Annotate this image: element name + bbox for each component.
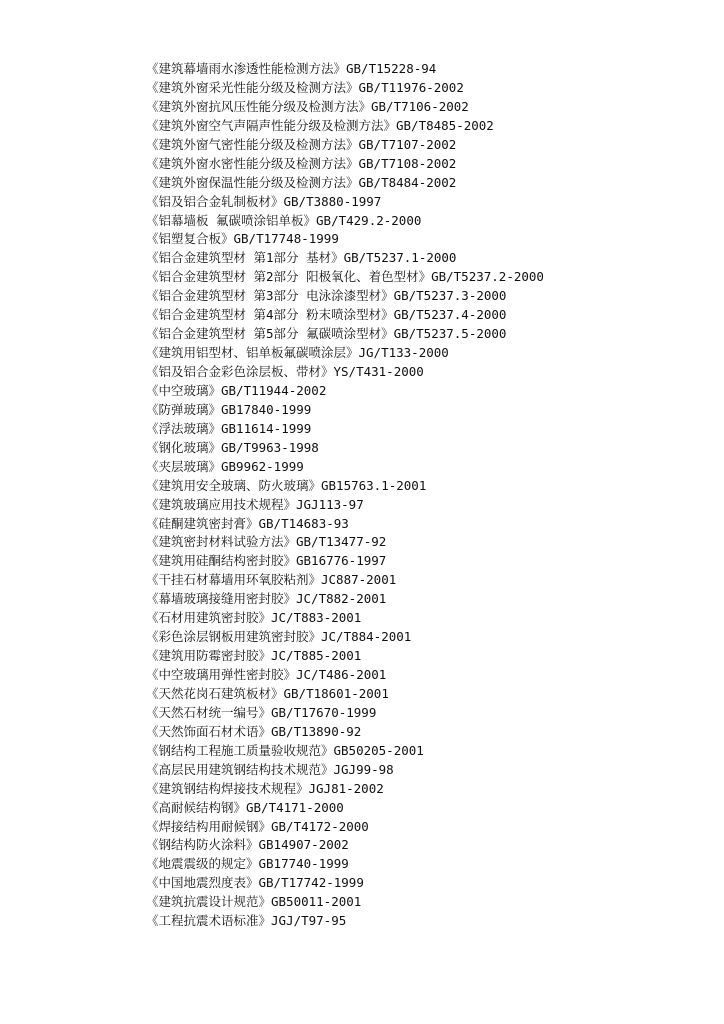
standard-item: 《工程抗震术语标准》JGJ/T97-95: [146, 913, 347, 929]
standard-item: 《钢化玻璃》GB/T9963-1998: [146, 439, 319, 455]
standard-item: 《地震震级的规定》GB17740-1999: [146, 856, 349, 872]
standard-item: 《铝合金建筑型材 第2部分 阳极氧化、着色型材》GB/T5237.2-2000: [146, 269, 544, 285]
standard-item: 《建筑用铝型材、铝单板氟碳喷涂层》JG/T133-2000: [146, 345, 449, 361]
standard-item: 《建筑密封材料试验方法》GB/T13477-92: [146, 534, 387, 550]
standard-item: 《铝合金建筑型材 第4部分 粉末喷涂型材》GB/T5237.4-2000: [146, 307, 507, 323]
standard-item: 《石材用建筑密封胶》JC/T883-2001: [146, 610, 362, 626]
standard-item: 《幕墙玻璃接缝用密封胶》JC/T882-2001: [146, 591, 387, 607]
standard-item: 《中空玻璃用弹性密封胶》JC/T486-2001: [146, 667, 387, 682]
standard-item: 《天然饰面石材术语》GB/T13890-92: [146, 723, 362, 739]
standard-item: 《建筑玻璃应用技术规程》JGJ113-97: [146, 496, 364, 512]
standard-item: 《焊接结构用耐候钢》GB/T4172-2000: [146, 818, 369, 834]
standard-item: 《建筑外窗气密性能分级及检测方法》GB/T7107-2002: [146, 136, 457, 152]
standard-item: 《天然石材统一编号》GB/T17670-1999: [146, 704, 377, 720]
standard-item: 《中空玻璃》GB/T11944-2002: [146, 382, 327, 398]
standard-item: 《硅酮建筑密封膏》GB/T14683-93: [146, 515, 349, 531]
standard-item: 《浮法玻璃》GB11614-1999: [146, 420, 312, 436]
standard-item: 《铝合金建筑型材 第5部分 氟碳喷涂型材》GB/T5237.5-2000: [146, 326, 507, 342]
standards-list: [146, 60, 544, 931]
standard-item: 《铝合金建筑型材 第3部分 电泳涂漆型材》GB/T5237.3-2000: [146, 288, 507, 304]
standard-item: 《中国地震烈度表》GB/T17742-1999: [146, 875, 364, 891]
standard-item: 《建筑幕墙雨水渗透性能检测方法》GB/T15228-94: [146, 61, 437, 76]
standard-item: 《建筑抗震设计规范》GB50011-2001: [146, 894, 362, 910]
standard-item: 《铝幕墙板 氟碳喷涂铝单板》GB/T429.2-2000: [146, 212, 422, 228]
standard-item: 《铝塑复合板》GB/T17748-1999: [146, 231, 339, 247]
standard-item: 《钢结构工程施工质量验收规范》GB50205-2001: [146, 742, 424, 758]
standard-item: 《建筑用硅酮结构密封胶》GB16776-1997: [146, 553, 387, 569]
standard-item: 《建筑钢结构焊接技术规程》JGJ81-2002: [146, 780, 384, 796]
standard-item: 《建筑外窗水密性能分级及检测方法》GB/T7108-2002: [146, 155, 457, 171]
standard-item: 《建筑外窗抗风压性能分级及检测方法》GB/T7106-2002: [146, 98, 469, 114]
standard-item: 《铝及铝合金轧制板材》GB/T3880-1997: [146, 193, 382, 209]
standard-item: 《建筑外窗空气声隔声性能分级及检测方法》GB/T8485-2002: [146, 117, 494, 133]
standard-item: 《夹层玻璃》GB9962-1999: [146, 458, 304, 474]
standard-item: 《钢结构防火涂料》GB14907-2002: [146, 837, 349, 853]
standard-item: 《铝合金建筑型材 第1部分 基材》GB/T5237.1-2000: [146, 250, 457, 266]
standard-item: 《干挂石材幕墙用环氧胶粘剂》JC887-2001: [146, 572, 397, 588]
standard-item: 《建筑外窗保温性能分级及检测方法》GB/T8484-2002: [146, 174, 457, 190]
standard-item: 《彩色涂层钢板用建筑密封胶》JC/T884-2001: [146, 629, 412, 645]
standard-item: 《防弹玻璃》GB17840-1999: [146, 401, 312, 417]
standard-item: 《高层民用建筑钢结构技术规范》JGJ99-98: [146, 761, 394, 777]
standard-item: 《建筑外窗采光性能分级及检测方法》GB/T11976-2002: [146, 79, 464, 95]
standard-item: 《高耐候结构钢》GB/T4171-2000: [146, 799, 344, 815]
standard-item: 《天然花岗石建筑板材》GB/T18601-2001: [146, 685, 389, 701]
standard-item: 《铝及铝合金彩色涂层板、带材》YS/T431-2000: [146, 364, 424, 379]
standard-item: 《建筑用安全玻璃、防火玻璃》GB15763.1-2001: [146, 477, 427, 493]
standard-item: 《建筑用防霉密封胶》JC/T885-2001: [146, 648, 362, 664]
